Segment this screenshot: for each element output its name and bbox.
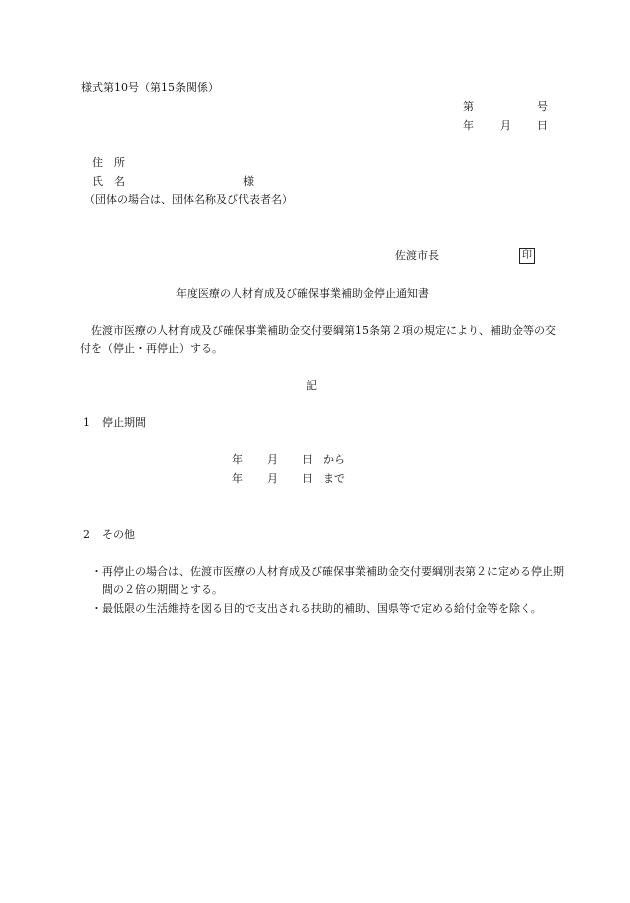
date-month: 月 [500, 119, 511, 132]
form-number: 様式第10号（第15条関係） [81, 81, 219, 94]
date-day: 日 [537, 119, 548, 132]
to-day: 日 [302, 472, 313, 485]
section1-number: 1 [83, 416, 90, 429]
to-month: 月 [267, 472, 278, 485]
section1-heading: 停止期間 [102, 416, 146, 429]
date-year: 年 [463, 119, 474, 132]
doc-number-suffix: 号 [537, 100, 548, 113]
from-month: 月 [267, 453, 278, 466]
from-day: 日 [302, 453, 313, 466]
section2-heading: その他 [102, 528, 135, 541]
name-label: 氏 名 [92, 175, 125, 188]
section2-number: 2 [83, 528, 90, 541]
seal-mark: 印 [519, 248, 535, 264]
body-paragraph: 佐渡市医療の人材育成及び確保事業補助金交付要綱第15条第２項の規定により、補助金等の交付を（停止・再停止）する。 [80, 324, 556, 355]
issuer-name: 佐渡市長 [395, 249, 439, 262]
from-suffix: から [323, 453, 345, 466]
doc-number-prefix: 第 [463, 100, 474, 113]
honorific: 様 [243, 175, 254, 188]
group-note: （団体の場合は、団体名称及び代表者名） [84, 193, 293, 206]
document-title: 年度医療の人材育成及び確保事業補助金停止通知書 [176, 287, 429, 300]
address-label: 住 所 [92, 156, 125, 169]
bullet-item: ・再停止の場合は、佐渡市医療の人材育成及び確保事業補助金交付要綱別表第２に定める停止期間の２倍の期間とする。 [91, 565, 564, 596]
ki-mark: 記 [306, 379, 317, 392]
to-suffix: まで [323, 472, 345, 485]
bullet-item: ・最低限の生活維持を図る目的で支出される扶助的補助、国県等で定める給付金等を除く。 [91, 602, 542, 615]
to-year: 年 [232, 472, 243, 485]
from-year: 年 [232, 453, 243, 466]
